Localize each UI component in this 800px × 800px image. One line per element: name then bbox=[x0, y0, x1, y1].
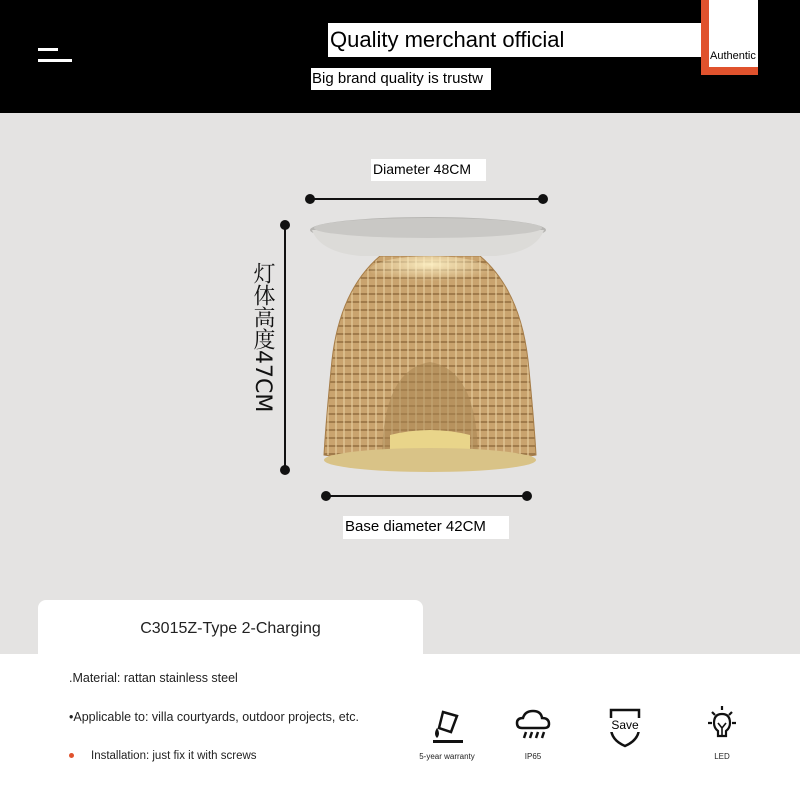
menu-icon[interactable] bbox=[38, 48, 72, 66]
height-line bbox=[284, 224, 286, 470]
installation-bullet bbox=[69, 753, 74, 758]
spec-applicable: •Applicable to: villa courtyards, outdoor projects, etc. bbox=[69, 710, 359, 724]
height-dot-top bbox=[280, 220, 290, 230]
diameter-label-box bbox=[371, 159, 486, 181]
save-badge: Save bbox=[605, 718, 645, 732]
warranty-icon bbox=[427, 706, 467, 746]
subtitle-box bbox=[311, 68, 491, 90]
warranty-label: 5-year warranty bbox=[419, 752, 475, 761]
feature-save bbox=[580, 706, 670, 748]
led-label: LED bbox=[714, 752, 730, 761]
spec-material: .Material: rattan stainless steel bbox=[69, 671, 238, 685]
height-dot-bottom bbox=[280, 465, 290, 475]
feature-warranty bbox=[402, 706, 492, 761]
height-label: 灯体高度47CM bbox=[250, 262, 275, 413]
rain-cloud-icon bbox=[513, 706, 553, 746]
rattan-lamp-image bbox=[300, 210, 560, 480]
base-diameter-label: Base diameter 42CM bbox=[345, 518, 486, 535]
feature-ip65 bbox=[488, 706, 578, 761]
base-diameter-label-box bbox=[343, 516, 509, 539]
page-subtitle: Big brand quality is trustw bbox=[312, 70, 483, 87]
authentic-badge-inner bbox=[709, 0, 758, 67]
authentic-text: Authentic bbox=[710, 50, 756, 62]
header bbox=[0, 0, 800, 113]
ip65-label: IP65 bbox=[524, 752, 542, 761]
base-diameter-line bbox=[326, 495, 527, 497]
led-bulb-icon bbox=[702, 704, 742, 746]
feature-led bbox=[677, 704, 767, 761]
model-name: C3015Z-Type 2-Charging bbox=[140, 620, 321, 637]
base-dot-left bbox=[321, 491, 331, 501]
diameter-line bbox=[310, 198, 543, 200]
spec-installation: Installation: just fix it with screws bbox=[91, 750, 257, 762]
diameter-label: Diameter 48CM bbox=[373, 161, 472, 177]
diameter-dot-left bbox=[305, 194, 315, 204]
base-dot-right bbox=[522, 491, 532, 501]
title-box bbox=[328, 23, 748, 57]
diameter-dot-right bbox=[538, 194, 548, 204]
page-title: Quality merchant official bbox=[330, 27, 565, 52]
model-card bbox=[38, 600, 423, 660]
